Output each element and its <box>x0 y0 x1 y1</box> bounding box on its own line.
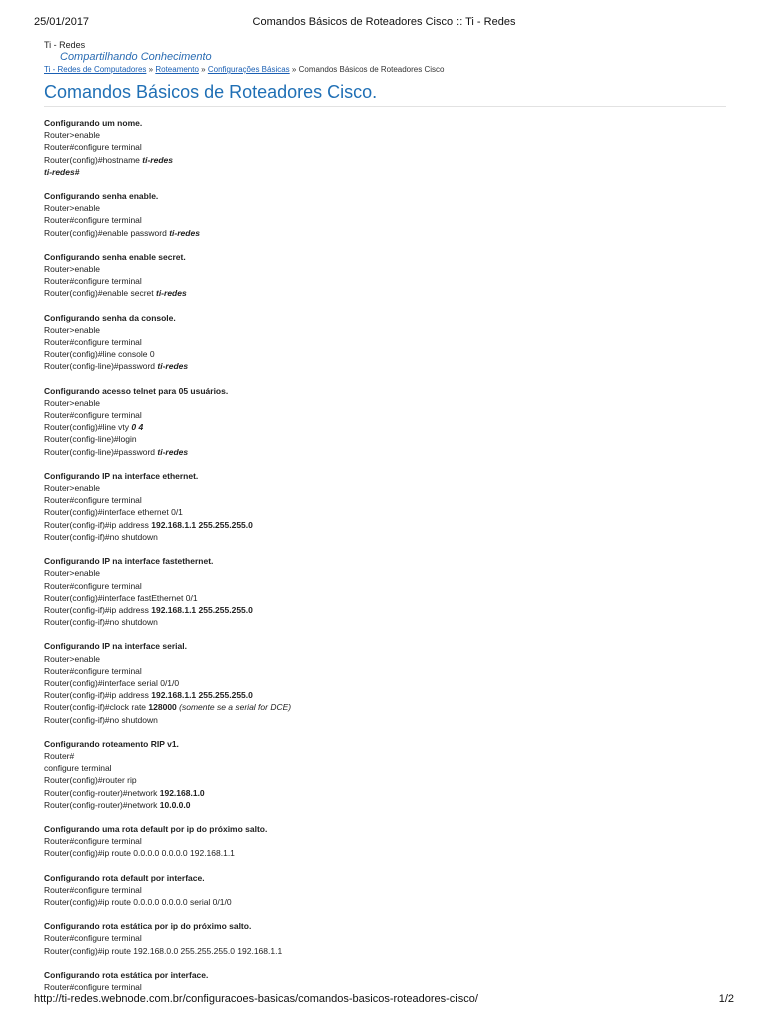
command-text: Router#configure terminal <box>44 276 142 287</box>
config-section <box>44 969 726 993</box>
command-text: Router(config-if)#no shutdown <box>44 714 158 725</box>
command-text: Router>enable <box>44 264 101 275</box>
command-text: 0 4 <box>131 422 144 433</box>
command-text: Router(config-if)#no shutdown <box>44 617 158 628</box>
breadcrumb-link-configuracoes[interactable]: Configurações Básicas <box>207 65 290 74</box>
command-text: Router#configure terminal <box>44 142 142 153</box>
command-line <box>44 446 726 458</box>
command-line <box>44 884 726 896</box>
command-text: Router#configure terminal <box>44 884 142 895</box>
config-section <box>44 555 726 628</box>
command-text: ti-redes <box>157 361 189 372</box>
command-text: Router(config-if)#clock rate <box>44 702 149 713</box>
command-text: Router(config-if)#ip address <box>44 604 152 615</box>
section-heading: Configurando rota estática por ip do próximo salto. <box>44 921 252 932</box>
article-body <box>44 117 726 993</box>
config-section <box>44 823 726 860</box>
config-section <box>44 470 726 543</box>
command-line <box>44 701 726 713</box>
command-line <box>44 774 726 786</box>
print-document-title: Comandos Básicos de Roteadores Cisco :: Ti - Redes <box>252 16 516 28</box>
command-line <box>44 482 726 494</box>
command-text: Router(config)#line console 0 <box>44 349 155 360</box>
command-text: 128000 <box>148 702 177 713</box>
breadcrumb-current: Comandos Básicos de Roteadores Cisco <box>298 65 445 74</box>
section-heading: Configurando acesso telnet para 05 usuários. <box>44 385 229 396</box>
command-line <box>44 324 726 336</box>
command-text: Router#configure terminal <box>44 215 142 226</box>
config-section <box>44 640 726 725</box>
site-tagline: Compartilhando Conhecimento <box>60 51 212 63</box>
section-heading: Configurando senha da console. <box>44 312 176 323</box>
command-text: 192.168.1.1 255.255.255.0 <box>151 519 253 530</box>
command-text: Router#configure terminal <box>44 337 142 348</box>
section-heading: Configurando rota default por interface. <box>44 872 205 883</box>
section-heading: Configurando roteamento RIP v1. <box>44 738 179 749</box>
command-line <box>44 141 726 153</box>
command-text: Router(config-line)#password <box>44 361 158 372</box>
command-line <box>44 263 726 275</box>
command-line <box>44 847 726 859</box>
breadcrumb-link-roteamento[interactable]: Roteamento <box>155 65 199 74</box>
print-page-number: 1/2 <box>718 993 734 1005</box>
command-line <box>44 689 726 701</box>
command-text: Router#configure terminal <box>44 933 142 944</box>
command-text: Router(config)#interface fastEthernet 0/1 <box>44 592 198 603</box>
command-line <box>44 202 726 214</box>
command-line <box>44 421 726 433</box>
command-line <box>44 799 726 811</box>
command-text: 10.0.0.0 <box>159 799 191 810</box>
breadcrumb-separator: » <box>291 65 297 74</box>
config-section <box>44 738 726 811</box>
command-line <box>44 360 726 372</box>
command-text: Router(config)#router rip <box>44 775 137 786</box>
command-text: Router(config-if)#no shutdown <box>44 531 158 542</box>
section-heading: Configurando senha enable secret. <box>44 251 186 262</box>
section-heading: Configurando um nome. <box>44 118 143 128</box>
command-line <box>44 835 726 847</box>
command-line <box>44 506 726 518</box>
command-text: Router(config)#ip route 0.0.0.0 0.0.0.0 192.168.1.1 <box>44 848 235 859</box>
command-line <box>44 665 726 677</box>
command-text: Router>enable <box>44 568 101 579</box>
command-line <box>44 592 726 604</box>
command-line <box>44 567 726 579</box>
breadcrumb <box>44 64 726 75</box>
command-text: Router(config-router)#network <box>44 787 160 798</box>
command-text: 192.168.1.1 255.255.255.0 <box>151 690 253 701</box>
command-line <box>44 762 726 774</box>
command-text: ti-redes# <box>44 166 80 177</box>
command-text: Router(config)#interface serial 0/1/0 <box>44 677 180 688</box>
command-line <box>44 348 726 360</box>
command-text: ti-redes <box>157 446 189 457</box>
command-text: Router>enable <box>44 653 101 664</box>
command-line <box>44 409 726 421</box>
command-text: Router(config-line)#password <box>44 446 158 457</box>
section-heading: Configurando IP na interface serial. <box>44 641 187 652</box>
config-section <box>44 190 726 239</box>
print-date: 25/01/2017 <box>34 16 90 28</box>
command-line <box>44 494 726 506</box>
page-title: Comandos Básicos de Roteadores Cisco. <box>44 81 726 107</box>
command-line <box>44 750 726 762</box>
command-text: Router(config)#interface ethernet 0/1 <box>44 507 183 518</box>
section-heading: Configurando uma rota default por ip do próximo salto. <box>44 823 268 834</box>
command-line <box>44 214 726 226</box>
config-section <box>44 312 726 373</box>
command-text: Router#configure terminal <box>44 981 142 992</box>
command-line <box>44 932 726 944</box>
command-line <box>44 653 726 665</box>
command-line <box>44 981 726 993</box>
command-text: Router>enable <box>44 483 101 494</box>
command-line <box>44 945 726 957</box>
command-line <box>44 397 726 409</box>
command-line <box>44 154 726 166</box>
command-text: Router(config)#ip route 192.168.0.0 255.255.255.0 192.168.1.1 <box>44 945 283 956</box>
command-text: Router(config)#enable secret <box>44 288 156 299</box>
command-text: Router(config)#line vty <box>44 422 132 433</box>
command-text: Router# <box>44 750 75 761</box>
print-url: http://ti-redes.webnode.com.br/configuracoes-basicas/comandos-basicos-roteadores-cisco/ <box>34 993 478 1005</box>
page-content <box>44 40 726 1005</box>
command-line <box>44 616 726 628</box>
config-section <box>44 872 726 909</box>
command-text: Router#configure terminal <box>44 665 142 676</box>
command-text: Router>enable <box>44 397 101 408</box>
print-footer <box>34 993 734 1007</box>
command-text: Router>enable <box>44 130 101 141</box>
config-section <box>44 385 726 458</box>
command-text: Router>enable <box>44 324 101 335</box>
command-text: Router(config)#hostname <box>44 154 143 165</box>
command-line <box>44 336 726 348</box>
command-line <box>44 129 726 141</box>
command-line <box>44 227 726 239</box>
command-text: ti-redes <box>142 154 173 165</box>
command-line <box>44 714 726 726</box>
command-text: Router(config-line)#login <box>44 434 137 445</box>
command-text: Router>enable <box>44 203 101 214</box>
config-section <box>44 920 726 957</box>
command-line <box>44 580 726 592</box>
config-section <box>44 117 726 178</box>
command-line <box>44 287 726 299</box>
breadcrumb-link-home[interactable]: Ti - Redes de Computadores <box>44 65 147 74</box>
command-text: Router(config-if)#ip address <box>44 690 152 701</box>
command-line <box>44 677 726 689</box>
section-heading: Configurando senha enable. <box>44 191 159 202</box>
command-line <box>44 166 726 178</box>
breadcrumb-separator: » <box>148 65 154 74</box>
command-text: 192.168.1.0 <box>159 787 205 798</box>
command-text: Router(config)#enable password <box>44 227 170 238</box>
command-line <box>44 519 726 531</box>
command-text: (somente se a serial for DCE) <box>179 702 292 713</box>
command-line <box>44 787 726 799</box>
breadcrumb-separator: » <box>201 65 206 74</box>
command-text: Router(config-router)#network <box>44 799 160 810</box>
command-line <box>44 604 726 616</box>
command-line <box>44 275 726 287</box>
command-text: Router(config)#ip route 0.0.0.0 0.0.0.0 serial 0/1/0 <box>44 896 232 907</box>
section-heading: Configurando rota estática por interface. <box>44 969 209 980</box>
print-header <box>34 16 734 30</box>
command-line <box>44 531 726 543</box>
command-text: configure terminal <box>44 763 112 774</box>
command-text: 192.168.1.1 255.255.255.0 <box>151 604 253 615</box>
command-text: Router#configure terminal <box>44 495 142 506</box>
command-text: ti-redes <box>169 227 200 238</box>
command-line <box>44 896 726 908</box>
config-section <box>44 251 726 300</box>
command-text: ti-redes <box>155 288 187 299</box>
command-text: Router#configure terminal <box>44 580 142 591</box>
command-text: Router(config-if)#ip address <box>44 519 152 530</box>
command-line <box>44 433 726 445</box>
command-text: Router#configure terminal <box>44 836 142 847</box>
site-name[interactable]: Ti - Redes <box>44 40 86 50</box>
command-text: Router#configure terminal <box>44 410 142 421</box>
section-heading: Configurando IP na interface ethernet. <box>44 470 199 481</box>
section-heading: Configurando IP na interface fastethernet. <box>44 556 214 567</box>
